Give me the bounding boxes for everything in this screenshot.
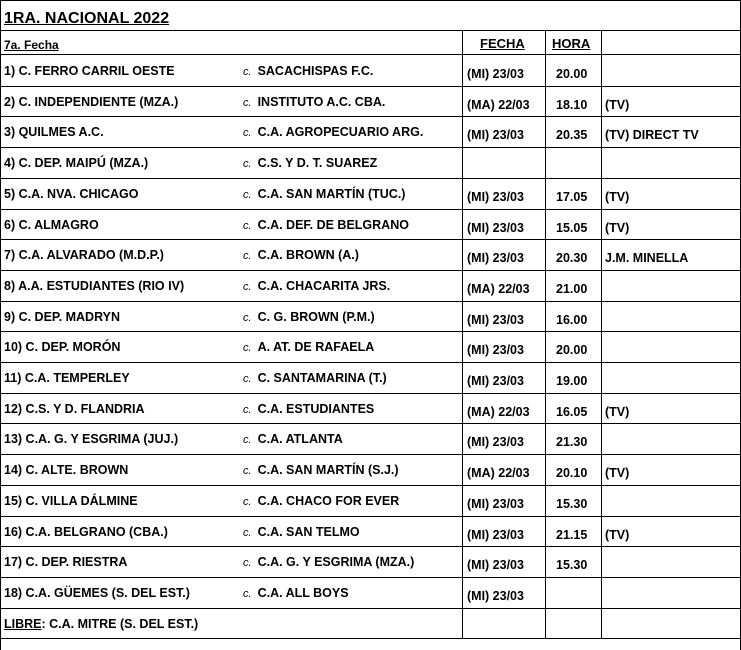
away-team — [243, 433, 343, 446]
match-time: 16.05 — [556, 404, 588, 419]
versus-marker: c. — [243, 127, 252, 140]
home-team: 8) A.A. ESTUDIANTES (RIO IV) — [4, 278, 185, 293]
away-team — [243, 65, 373, 78]
match-date: (MI) 23/03 — [467, 558, 524, 573]
match-date: (MI) 23/03 — [467, 374, 524, 388]
match-date: (MI) 23/03 — [467, 496, 524, 511]
away-team-name: C. SANTAMARINA (T.) — [257, 371, 387, 385]
versus-marker: c. — [243, 557, 252, 570]
home-team: 10) C. DEP. MORÓN — [4, 340, 121, 355]
home-team: 17) C. DEP. RIESTRA — [4, 555, 128, 570]
away-team-name: C.A. ATLANTA — [257, 432, 343, 447]
match-time: 20.00 — [556, 343, 588, 358]
away-team — [243, 219, 409, 232]
home-team: 15) C. VILLA DÁLMINE — [4, 493, 138, 508]
away-team-name: C.A. AGROPECUARIO ARG. — [257, 125, 424, 140]
away-team — [243, 280, 390, 293]
match-date: (MI) 23/03 — [467, 67, 524, 81]
match-time: 19.00 — [556, 374, 588, 388]
away-team-name: C.A. ALL BOYS — [257, 585, 349, 600]
match-time: 20.10 — [556, 466, 588, 481]
home-team: 16) C.A. BELGRANO (CBA.) — [4, 524, 168, 539]
away-team — [243, 556, 414, 569]
versus-marker: c. — [243, 188, 252, 201]
away-team-name: SACACHISPAS F.C. — [257, 64, 374, 78]
home-team: 5) C.A. NVA. CHICAGO — [4, 186, 139, 201]
match-date: (MA) 22/03 — [467, 281, 530, 296]
home-team: 18) C.A. GÜEMES (S. DEL EST.) — [4, 585, 190, 600]
home-team: 11) C.A. TEMPERLEY — [4, 371, 130, 385]
match-date: (MI) 23/03 — [467, 527, 524, 542]
away-team-name: C.A. G. Y ESGRIMA (MZA.) — [257, 555, 415, 570]
away-team — [243, 249, 359, 262]
versus-marker: c. — [243, 311, 252, 324]
match-time: 18.10 — [556, 97, 588, 112]
match-time: 15.05 — [556, 220, 588, 235]
match-time: 20.35 — [556, 128, 588, 143]
away-team — [243, 157, 377, 170]
match-date: (MA) 22/03 — [467, 466, 530, 481]
libre-label: LIBRE — [4, 616, 42, 631]
away-team-name: C.A. BROWN (A.) — [257, 248, 359, 263]
match-date: (MI) 23/03 — [467, 128, 524, 143]
away-team — [243, 126, 423, 139]
versus-marker: c. — [243, 66, 252, 78]
away-team-name: C.A. SAN MARTÍN (TUC.) — [257, 186, 406, 201]
away-team — [243, 526, 360, 539]
match-date: (MI) 23/03 — [467, 220, 524, 235]
match-broadcast: (TV) DIRECT TV — [605, 128, 699, 143]
home-team: 14) C. ALTE. BROWN — [4, 463, 129, 478]
away-team-name: A. AT. DE RAFAELA — [257, 340, 375, 355]
match-broadcast: (TV) — [605, 189, 630, 204]
match-broadcast: J.M. MINELLA — [605, 251, 689, 266]
away-team — [243, 311, 375, 324]
home-team: 13) C.A. G. Y ESGRIMA (JUJ.) — [4, 432, 179, 447]
match-date: (MI) 23/03 — [467, 588, 524, 603]
home-team: 3) QUILMES A.C. — [4, 125, 104, 140]
versus-marker: c. — [243, 280, 252, 293]
away-team — [243, 188, 405, 201]
versus-marker: c. — [243, 219, 252, 232]
match-date: (MI) 23/03 — [467, 251, 524, 266]
away-team-name: C.S. Y D. T. SUAREZ — [257, 156, 378, 171]
home-team: 2) C. INDEPENDIENTE (MZA.) — [4, 94, 179, 109]
match-time: 21.30 — [556, 435, 588, 450]
home-team: 6) C. ALMAGRO — [4, 217, 99, 232]
versus-marker: c. — [243, 587, 252, 600]
match-date: (MA) 22/03 — [467, 97, 530, 112]
match-time: 17.05 — [556, 189, 588, 204]
versus-marker: c. — [243, 96, 252, 109]
away-team — [243, 403, 374, 416]
away-team — [243, 587, 349, 600]
match-time: 15.30 — [556, 558, 588, 573]
away-team — [243, 495, 399, 508]
match-time: 16.00 — [556, 312, 588, 327]
versus-marker: c. — [243, 526, 252, 539]
home-team: 12) C.S. Y D. FLANDRIA — [4, 401, 145, 416]
away-team-name: C.A. CHACO FOR EVER — [257, 493, 400, 508]
away-team — [243, 341, 374, 354]
away-team — [243, 372, 387, 385]
home-team: 4) C. DEP. MAIPÚ (MZA.) — [4, 156, 149, 171]
match-broadcast: (TV) — [605, 466, 630, 481]
home-team: 1) C. FERRO CARRIL OESTE — [4, 64, 175, 78]
match-broadcast: (TV) — [605, 220, 630, 235]
match-date: (MI) 23/03 — [467, 189, 524, 204]
match-broadcast: (TV) — [605, 97, 630, 112]
column-header-hora: HORA — [552, 36, 591, 51]
match-time: 20.30 — [556, 251, 588, 266]
away-team-name: C. G. BROWN (P.M.) — [257, 309, 375, 324]
away-team-name: C.A. SAN TELMO — [257, 524, 360, 539]
versus-marker: c. — [243, 495, 252, 508]
versus-marker: c. — [243, 434, 252, 447]
away-team-name: C.A. SAN MARTÍN (S.J.) — [257, 463, 399, 478]
match-date: (MI) 23/03 — [467, 343, 524, 358]
column-header-fecha: FECHA — [480, 36, 525, 51]
away-team — [243, 96, 385, 109]
versus-marker: c. — [243, 403, 252, 416]
match-date: (MI) 23/03 — [467, 312, 524, 327]
match-time: 21.00 — [556, 281, 588, 296]
libre-row — [4, 618, 198, 631]
match-date: (MA) 22/03 — [467, 404, 530, 419]
away-team — [243, 464, 399, 477]
versus-marker: c. — [243, 342, 252, 355]
away-team-name: C.A. ESTUDIANTES — [257, 401, 375, 416]
match-broadcast: (TV) — [605, 404, 630, 419]
home-team: 9) C. DEP. MADRYN — [4, 309, 120, 324]
match-time: 15.30 — [556, 496, 588, 511]
match-time: 20.00 — [556, 67, 588, 81]
match-broadcast: (TV) — [605, 527, 630, 542]
versus-marker: c. — [243, 158, 252, 171]
versus-marker: c. — [243, 250, 252, 263]
away-team-name: C.A. CHACARITA JRS. — [257, 278, 391, 293]
versus-marker: c. — [243, 465, 252, 478]
match-time: 21.15 — [556, 527, 588, 542]
versus-marker: c. — [243, 373, 252, 385]
page-title: 1RA. NACIONAL 2022 — [4, 10, 170, 27]
libre-team: : C.A. MITRE (S. DEL EST.) — [41, 616, 199, 631]
round-label: 7a. Fecha — [4, 38, 59, 52]
home-team: 7) C.A. ALVARADO (M.D.P.) — [4, 248, 164, 263]
away-team-name: C.A. DEF. DE BELGRANO — [257, 217, 409, 232]
away-team-name: INSTITUTO A.C. CBA. — [257, 94, 386, 109]
match-date: (MI) 23/03 — [467, 435, 524, 450]
